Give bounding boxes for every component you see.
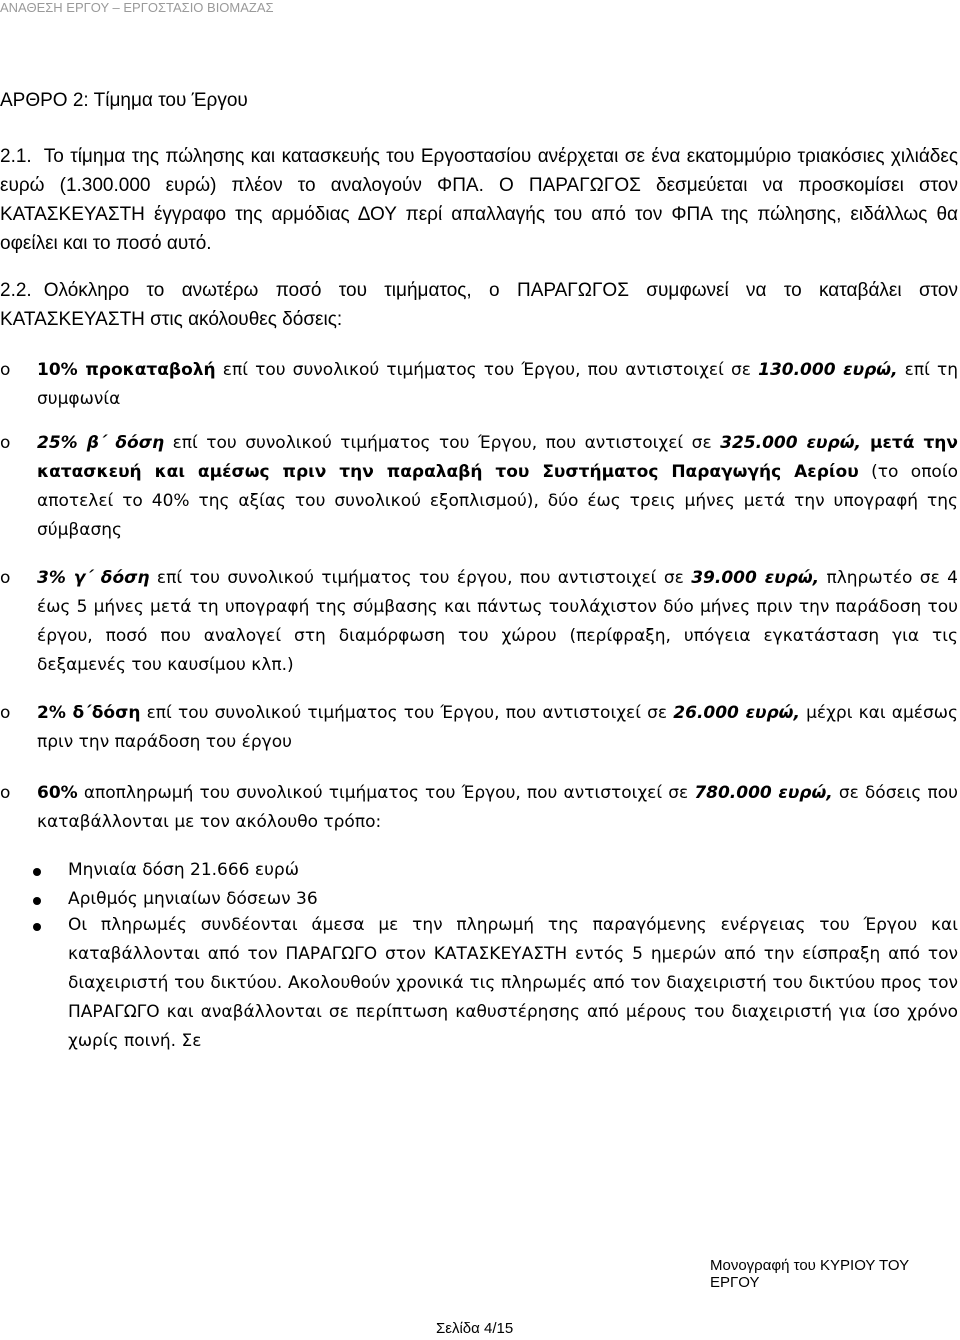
bullet-icon <box>33 897 41 905</box>
installment-text-tail: (το οποίο αποτελεί το 40% της αξίας του συνολικού εξοπλισμού), δύο έως τρεις μήνες μετά την υπογραφή της σύμβασης <box>37 462 958 540</box>
installment-text: επί του συνολικού τιμήματος του Έργου, που αντιστοιχεί σε <box>140 703 674 723</box>
installment-percent: 25% β΄ δόση <box>37 433 165 453</box>
installment-percent: 10% προκαταβολή <box>37 360 216 380</box>
bullet-icon <box>33 923 41 931</box>
paragraph-2-2 <box>0 276 958 334</box>
paragraph-2-1 <box>0 142 958 258</box>
installment-text: επί του συνολικού τιμήματος του Έργου, που αντιστοιχεί σε <box>164 433 721 453</box>
running-header: ΑΝΑΘΕΣΗ ΕΡΓΟΥ – ΕΡΓΟΣΤΑΣΙΟ ΒΙΟΜΑΖΑΣ <box>0 0 274 15</box>
footer-initials: Μονογραφή του ΚΥΡΙΟΥ ΤΟΥ ΕΡΓΟΥ <box>710 1257 909 1291</box>
installment-amount: 39.000 ευρώ, <box>691 568 820 588</box>
installment-marker: o <box>0 703 11 723</box>
installment-percent: 2% δ΄δόση <box>37 703 141 723</box>
installment-text-tail: σε δόσεις που καταβάλλονται με τον ακόλουθο τρόπο: <box>37 783 958 832</box>
page-number: Σελίδα 4/15 <box>436 1320 514 1337</box>
installment-marker: o <box>0 783 11 803</box>
installment-amount: 26.000 ευρώ, <box>673 703 800 723</box>
installment-bold-text: μετά την κατασκευή και αμέσως πριν την παραλαβή του Συστήματος Παραγωγής Αερίου <box>37 433 958 482</box>
installment-marker: o <box>0 360 11 380</box>
installment-text: αποπληρωμή του συνολικού τιμήματος του Έργου, που αντιστοιχεί σε <box>77 783 695 803</box>
bullet-text: Μηνιαία δόση 21.666 ευρώ <box>68 860 299 880</box>
bullet-text: Οι πληρωμές συνδέονται άμεσα με την πληρωμή της παραγόμενης ενέργειας του Έργου και καταβάλλονται από τον ΠΑΡΑΓΩΓΟ στον ΚΑΤΑΣΚΕΥΑΣΤΗ εντός 5 ημερών από την είσπραξη από τον διαχειριστή του δικτύου. Ακολουθούν χρονικά τις πληρωμές από τον διαχειριστή του δικτύου προς τον ΠΑΡΑΓΩΓΟ και αναβάλλονται σε περίπτωση καθυστέρησης από μέρους του διαχειριστή για ίσο χρόνο χωρίς ποινή. Σε <box>68 915 958 1051</box>
installment-amount: 130.000 ευρώ, <box>758 360 898 380</box>
installment-percent: 60% <box>37 783 78 803</box>
installment-percent: 3% γ΄ δόση <box>37 568 150 588</box>
paragraph-2-1-text: Το τίμημα της πώλησης και κατασκευής του Εργοστασίου ανέρχεται σε ένα εκατομμύριο τριακόσιες χιλιάδες ευρώ (1.300.000 ευρώ) πλέον το αναλογούν ΦΠΑ. Ο ΠΑΡΑΓΩΓΟΣ δεσμεύεται να προσκομίσει στον ΚΑΤΑΣΚΕΥΑΣΤΗ έγγραφο της αρμόδιας ΔΟΥ περί απαλλαγής του από τον ΦΠΑ της πώλησης, ειδάλλως θα οφείλει και το ποσό αυτό. <box>0 146 958 254</box>
installment-text: επί του συνολικού τιμήματος του έργου, που αντιστοιχεί σε <box>149 568 692 588</box>
paragraph-2-2-label: 2.2. <box>0 280 32 301</box>
installment-amount: 780.000 ευρώ, <box>694 783 833 803</box>
bullet-icon <box>33 868 41 876</box>
article-title: ΑΡΘΡΟ 2: Τίμημα του Έργου <box>0 90 248 111</box>
paragraph-2-2-text: Ολόκληρο το ανωτέρω ποσό του τιμήματος, ο ΠΑΡΑΓΩΓΟΣ συμφωνεί να το καταβάλει στον ΚΑΤΑΣΚΕΥΑΣΤΗ στις ακόλουθες δόσεις: <box>0 280 958 330</box>
installment-text-tail: μέχρι και αμέσως πριν την παράδοση του έργου <box>37 703 958 752</box>
installment-amount: 325.000 ευρώ, <box>720 433 861 453</box>
installment-marker: o <box>0 568 11 588</box>
installment-text: επί του συνολικού τιμήματος του Έργου, που αντιστοιχεί σε <box>215 360 759 380</box>
installment-marker: o <box>0 433 11 453</box>
bullet-text: Αριθμός μηνιαίων δόσεων 36 <box>68 889 318 909</box>
installment-text-tail: πληρωτέο σε 4 έως 5 μήνες μετά τη υπογραφή της σύμβασης και πάντως τουλάχιστον δύο μήνες πριν την παράδοση του έργου, ποσό που αναλογεί στη διαμόρφωση του χώρου (περίφραξη, υπόγεια εγκατάσταση για τις δεξαμενές του καυσίμου κλπ.) <box>37 568 958 675</box>
installment-text-tail: επί τη συμφωνία <box>37 360 958 409</box>
paragraph-2-1-label: 2.1. <box>0 146 32 167</box>
